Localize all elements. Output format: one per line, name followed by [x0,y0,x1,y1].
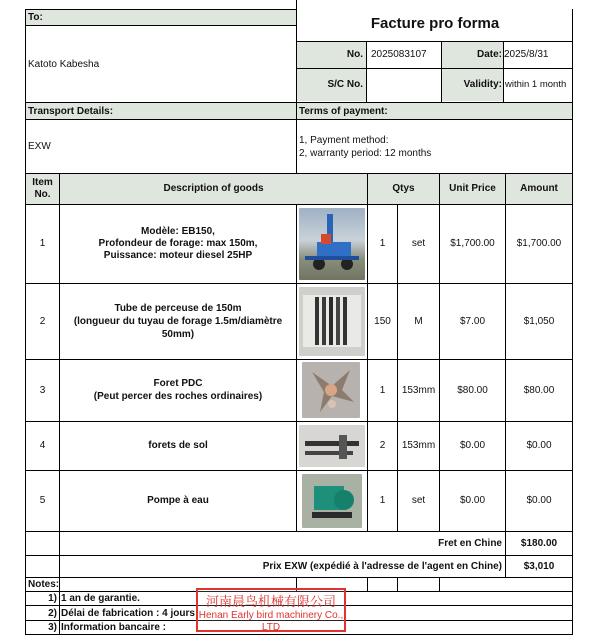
exw-price-label: Prix EXW (expédié à l'adresse de l'agent en Chine) [262,561,502,572]
item-unit: set [411,238,426,249]
item-description-line: Profondeur de forage: max 150m, [98,238,258,249]
item-unit-price: $7.00 [459,316,486,327]
item-no: 4 [39,440,46,451]
payment-label: Terms of payment: [299,106,388,117]
item-description-line: Puissance: moteur diesel 25HP [103,250,253,261]
note-text: 1 an de garantie. [61,593,140,604]
table-rule [25,204,573,205]
note-text: Information bancaire : [61,622,167,633]
table-rule [367,577,368,592]
stamp-english-name: Henan Early bird machinery Co., LTD [198,610,344,633]
date-label: Date: [476,49,502,60]
invoice-number: 2025083107 [371,49,427,60]
item-amount: $1,700.00 [516,238,562,249]
table-rule [572,9,573,635]
note-text: Délai de fabrication : 4 jours [61,608,195,619]
item-unit-price: $1,700.00 [450,238,495,249]
table-rule [397,577,398,592]
validity-value: within 1 month [505,79,567,90]
item-description-line: Tube de perceuse de 150m [114,303,242,314]
note-number: 1) [48,593,57,604]
table-rule [296,68,573,69]
item-no: 5 [39,495,46,506]
col-description: Description of goods [163,183,264,194]
item-amount: $0.00 [526,495,552,506]
freight-value: $180.00 [520,538,558,549]
exw-price-value: $3,010 [523,561,555,572]
item-qty: 1 [379,495,386,506]
table-rule [25,555,573,556]
soil-bits-image [299,425,365,467]
item-no: 2 [39,316,46,327]
item-description-line: (Peut percer des roches ordinaires) [93,391,263,402]
item-unit: set [411,495,426,506]
no-label: No. [346,49,363,60]
to-header-fill [25,10,296,25]
table-rule [25,9,296,10]
col-qtys: Qtys [392,183,415,194]
item-description-line: Foret PDC [153,378,203,389]
table-rule [397,204,398,531]
item-unit-price: $80.00 [457,385,488,396]
stamp-chinese-name: 河南晨鸟机械有限公司 [205,594,336,609]
transport-label: Transport Details: [28,106,114,117]
table-rule [366,41,367,102]
item-amount: $1,050 [523,316,555,327]
col-amount: Amount [520,183,558,194]
invoice-date: 2025/8/31 [504,49,549,60]
table-rule [439,577,440,592]
table-rule [25,577,573,578]
table-rule [25,283,573,284]
item-description-line: forets de sol [148,440,208,451]
table-rule [25,25,296,26]
sc-label: S/C No. [327,79,363,90]
drill-pipes-image [299,287,365,356]
table-rule [25,634,573,635]
table-rule [25,421,573,422]
table-rule [25,173,573,174]
transport-value: EXW [28,141,51,152]
item-no: 1 [39,238,46,249]
item-qty: 1 [379,385,386,396]
item-unit-price: $0.00 [459,495,486,506]
item-no: 3 [39,385,46,396]
item-qty: 2 [379,440,386,451]
customer-name: Katoto Kabesha [28,59,100,70]
table-rule [367,173,368,531]
table-rule [25,119,573,120]
notes-label: Notes: [28,579,60,590]
table-rule [439,173,440,531]
table-rule [25,102,573,103]
col-unit-price: Unit Price [449,183,496,194]
table-rule [25,531,573,532]
item-description-line: (longueur du tuyau de forage 1.5m/diamètre [73,316,283,327]
item-amount: $80.00 [523,385,555,396]
item-unit: 153mm [401,385,436,396]
item-unit: 153mm [401,440,436,451]
item-unit: M [414,316,423,327]
item-description-line: Modèle: EB150, [141,226,215,237]
freight-label: Fret en Chine [438,538,502,549]
company-stamp [196,588,346,632]
drilling-rig-image [299,208,365,280]
document-title: Facture pro forma [370,15,500,32]
table-rule [25,359,573,360]
table-rule [505,173,506,578]
validity-label: Validity: [463,79,502,90]
warranty-period: 2, warranty period: 12 months [299,148,432,159]
to-label: To: [28,12,43,23]
note-number: 2) [48,608,57,619]
item-amount: $0.00 [526,440,552,451]
table-rule [296,41,573,42]
item-unit-price: $0.00 [459,440,486,451]
item-qty: 1 [379,238,386,249]
item-description-line: 50mm) [161,329,195,340]
col-item-no: Item No. [32,177,53,200]
item-qty: 150 [374,316,391,327]
item-description-line: Pompe à eau [147,495,209,506]
water-pump-image [302,474,362,528]
note-number: 3) [48,622,57,633]
table-rule [25,470,573,471]
pdc-bit-image [302,362,360,418]
payment-method: 1, Payment method: [299,135,389,146]
table-rule [296,204,297,531]
